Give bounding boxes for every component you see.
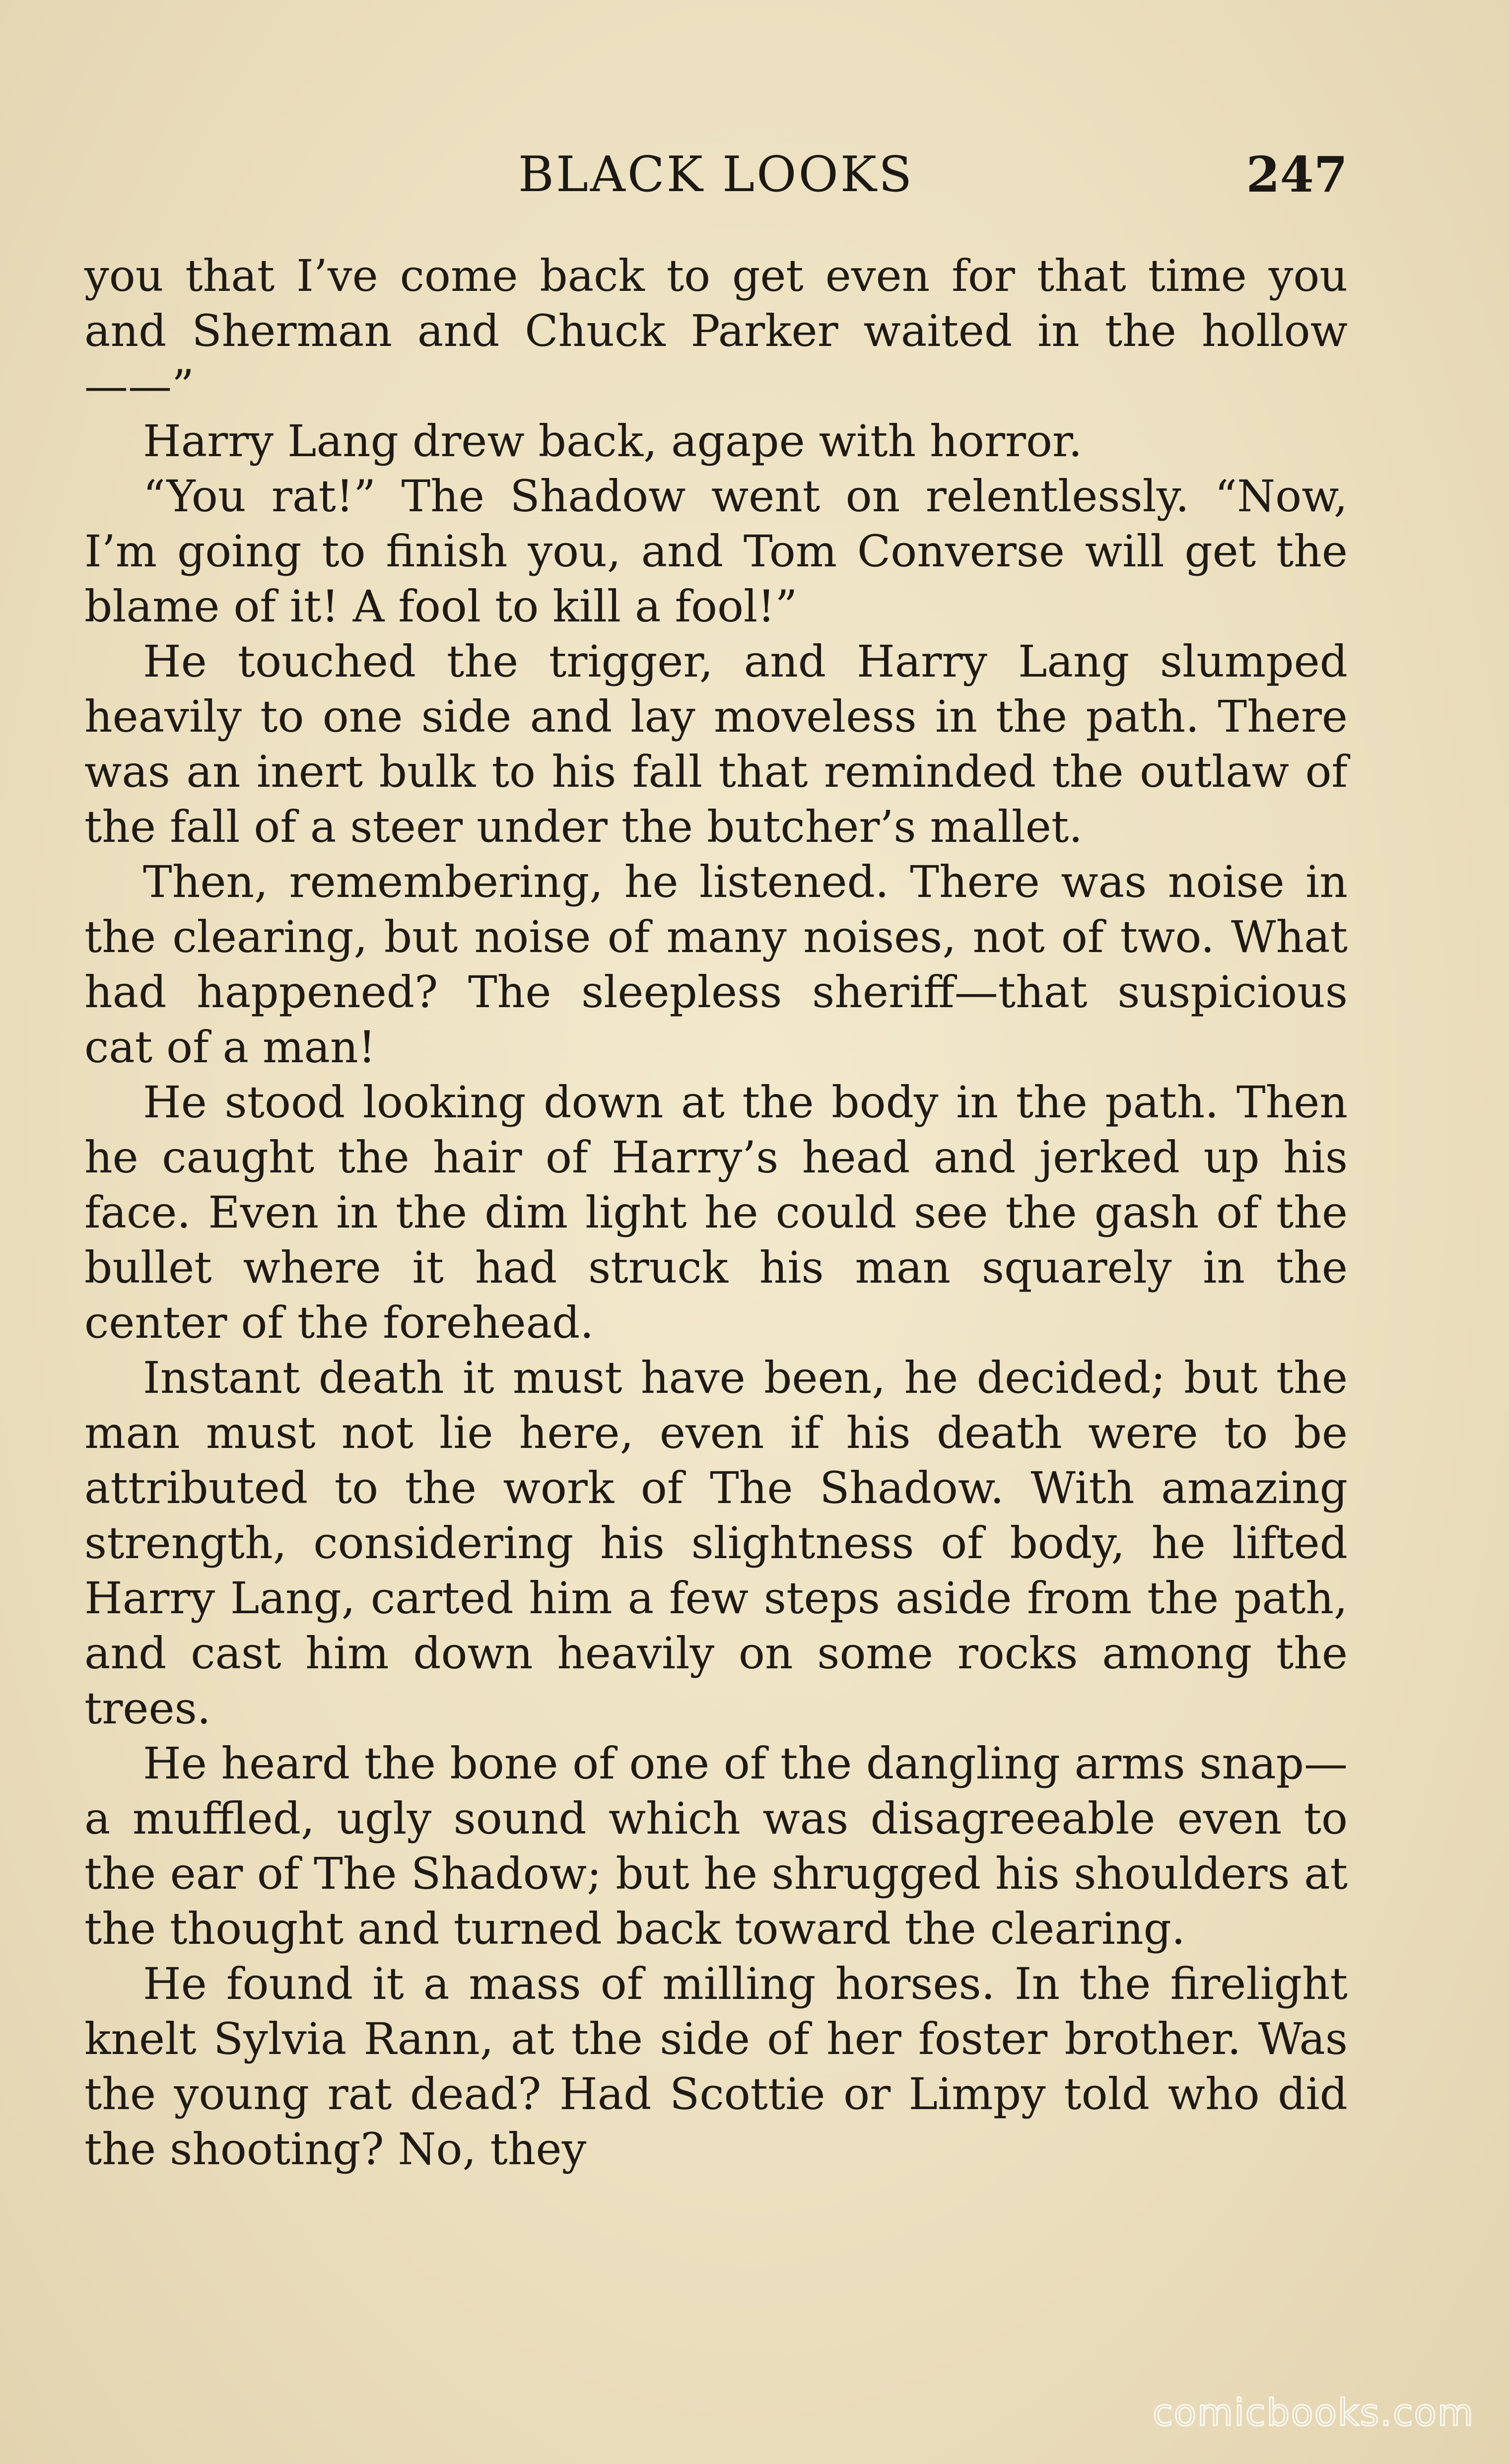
paragraph: Instant death it must have been, he decided; but the man must not lie here, even if his death were to be attributed to the work of The Shadow. With amazing strength, considering his slightness of body, he lifted Harry Lang, carted him a few steps aside from the path, and cast him down heavily on some rocks among the trees. bbox=[84, 1352, 1348, 1734]
body-text bbox=[84, 248, 1348, 2177]
watermark: comicbooks.com bbox=[1153, 2392, 1474, 2434]
paragraph: He touched the trigger, and Harry Lang slumped heavily to one side and lay moveless in the path. There was an inert bulk to his fall that reminded the outlaw of the fall of a steer under the butcher’s mallet. bbox=[84, 636, 1348, 852]
paragraph: “You rat!” The Shadow went on relentlessly. “Now, I’m going to finish you, and Tom Converse will get the blame of it! A fool to kill a fool!” bbox=[84, 471, 1348, 632]
page-header bbox=[84, 141, 1348, 211]
paragraph: Harry Lang drew back, agape with horror. bbox=[143, 415, 1083, 467]
running-head: BLACK LOOKS bbox=[518, 146, 914, 203]
paragraph: He found it a mass of milling horses. In the firelight knelt Sylvia Rann, at the side of her foster brother. Was the young rat dead? Had Scottie or Limpy told who did the shooting? No, they bbox=[84, 1958, 1348, 2175]
paragraph: He heard the bone of one of the dangling arms snap—a muffled, ugly sound which was disagreeable even to the ear of The Shadow; but he shrugged his shoulders at the thought and turned back toward the clearing. bbox=[84, 1738, 1348, 1954]
paragraph: Then, remembering, he listened. There was noise in the clearing, but noise of many noises, not of two. What had happened? The sleepless sheriff—that suspicious cat of a man! bbox=[84, 856, 1348, 1073]
page-number: 247 bbox=[1246, 146, 1348, 204]
paragraph: He stood looking down at the body in the path. Then he caught the hair of Harry’s head and jerked up his face. Even in the dim light he could see the gash of the bullet where it had struck his man squarely in the center of the forehead. bbox=[84, 1077, 1348, 1348]
paragraph: you that I’ve come back to get even for that time you and Sherman and Chuck Parker waited in the hollow——” bbox=[84, 250, 1348, 411]
